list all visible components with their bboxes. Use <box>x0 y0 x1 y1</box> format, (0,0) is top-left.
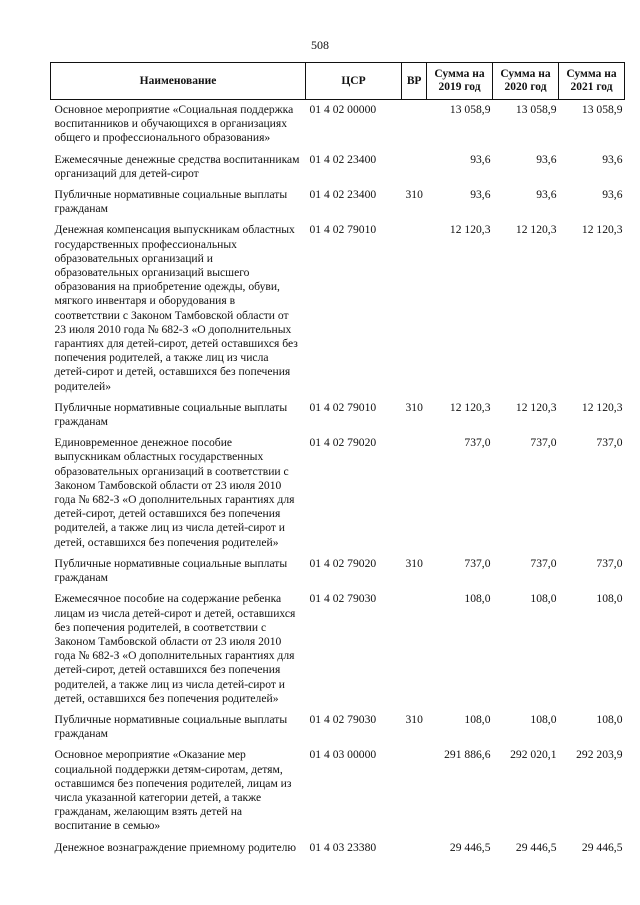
header-csr: ЦСР <box>306 63 402 100</box>
table-row <box>51 433 625 554</box>
row-sum-2021: 13 058,9 <box>581 103 623 116</box>
row-sum-2020: 108,0 <box>530 592 557 606</box>
row-sum-2021: 12 120,3 <box>581 223 623 237</box>
table-row <box>51 185 625 220</box>
table-row <box>51 589 625 710</box>
row-name: Ежемесячные денежные средства воспитанникам организаций для детей-сирот <box>54 152 300 180</box>
row-csr-code: 01 4 02 79020 <box>309 436 377 450</box>
row-name: Денежное вознаграждение приемному родителю <box>54 840 297 854</box>
row-name: Публичные нормативные социальные выплаты гражданам <box>54 712 288 741</box>
row-name: Единовременное денежное пособие выпускникам областных государственных образовательных организаций в соответствии с Законом Тамбовской области от 23 июля 2010 года № 682-З «О дополнительных гарантиях для детей-сирот, детей оставшихся без попечения родителей, а также лиц из числа детей-сирот и детей, оставшихся без попечения родителей» <box>54 436 295 549</box>
row-sum-2020: 292 020,1 <box>510 748 557 762</box>
row-csr-code: 01 4 03 00000 <box>309 748 377 762</box>
row-vr-code <box>402 589 427 710</box>
row-csr-code: 01 4 02 23400 <box>309 152 377 166</box>
header-2020: Сумма на 2020 год <box>493 63 559 100</box>
table-row <box>51 220 625 397</box>
row-csr-code: 01 4 03 23380 <box>309 840 377 854</box>
row-csr-code: 01 4 02 79010 <box>309 223 377 237</box>
row-sum-2020: 737,0 <box>530 556 557 570</box>
row-sum-2021: 12 120,3 <box>581 400 623 414</box>
row-name: Публичные нормативные социальные выплаты гражданам <box>54 556 288 585</box>
row-sum-2019: 12 120,3 <box>449 223 491 237</box>
row-vr-code: 310 <box>405 400 423 414</box>
header-2021: Сумма на 2021 год <box>559 63 625 100</box>
header-name: Наименование <box>51 63 306 100</box>
row-name: Ежемесячное пособие на содержание ребенка лицам из числа детей-сирот и детей, оставшихся без попечения родителей, в соответствии с Законом Тамбовской области от 23 июля 2010 года № 682-З «О дополнительных гарантиях для детей-сирот, детей оставшихся без попечения родителей, а также лиц из числа детей-сирот и детей, оставшихся без попечения родителей» <box>54 592 296 705</box>
row-sum-2019: 13 058,9 <box>449 103 491 116</box>
table-row <box>51 838 625 859</box>
row-name: Публичные нормативные социальные выплаты гражданам <box>54 188 288 216</box>
row-sum-2019: 291 886,6 <box>444 748 491 762</box>
table-row <box>51 150 625 185</box>
row-sum-2020: 12 120,3 <box>515 223 557 237</box>
row-sum-2019: 737,0 <box>464 436 491 450</box>
row-csr-code: 01 4 02 79010 <box>309 400 377 414</box>
row-vr-code: 310 <box>405 556 423 570</box>
row-sum-2021: 737,0 <box>596 436 623 450</box>
row-sum-2021: 29 446,5 <box>581 840 623 854</box>
row-csr-code: 01 4 02 79020 <box>309 556 377 570</box>
row-name: Публичные нормативные социальные выплаты гражданам <box>54 400 288 429</box>
row-sum-2019: 12 120,3 <box>449 400 491 414</box>
table-row <box>51 554 625 589</box>
header-2019: Сумма на 2019 год <box>427 63 493 100</box>
row-vr-code <box>402 433 427 554</box>
row-sum-2021: 737,0 <box>596 556 623 570</box>
row-sum-2020: 29 446,5 <box>515 840 557 854</box>
budget-table <box>50 62 625 859</box>
page-number: 508 <box>311 38 329 52</box>
row-sum-2020: 108,0 <box>530 712 557 726</box>
row-csr-code: 01 4 02 79030 <box>309 592 377 606</box>
row-vr-code <box>402 745 427 837</box>
table-row <box>51 710 625 745</box>
row-sum-2021: 93,6 <box>602 188 623 202</box>
row-sum-2020: 12 120,3 <box>515 400 557 414</box>
row-sum-2019: 93,6 <box>470 188 491 202</box>
row-sum-2019: 108,0 <box>464 712 491 726</box>
row-sum-2020: 93,6 <box>536 188 557 202</box>
row-vr-code <box>402 100 427 150</box>
row-sum-2021: 108,0 <box>596 592 623 606</box>
row-sum-2020: 13 058,9 <box>515 103 557 116</box>
row-sum-2020: 93,6 <box>536 152 557 166</box>
row-name: Основное мероприятие «Социальная поддержка воспитанников и обучающихся в организациях общего и профессионального образования» <box>54 103 294 145</box>
table-header <box>51 63 625 100</box>
row-name: Основное мероприятие «Оказание мер социальной поддержки детям-сиротам, детям, оставшимся без попечения родителей, лицам из числа указанной категории детей, а также гражданам, желающим взять детей на воспитание в семью» <box>54 748 292 833</box>
row-sum-2021: 108,0 <box>596 712 623 726</box>
table-body <box>51 100 625 859</box>
row-sum-2019: 93,6 <box>470 152 491 166</box>
row-sum-2021: 93,6 <box>602 152 623 166</box>
row-sum-2020: 737,0 <box>530 436 557 450</box>
row-vr-code <box>402 150 427 185</box>
table-row <box>51 745 625 837</box>
row-csr-code: 01 4 02 79030 <box>309 712 377 726</box>
row-csr-code: 01 4 02 00000 <box>309 103 377 116</box>
row-vr-code <box>402 220 427 397</box>
row-vr-code <box>402 838 427 859</box>
row-vr-code: 310 <box>405 712 423 726</box>
row-sum-2019: 108,0 <box>464 592 491 606</box>
header-vr: ВР <box>402 63 427 100</box>
row-sum-2021: 292 203,9 <box>576 748 623 762</box>
row-sum-2019: 737,0 <box>464 556 491 570</box>
table-row <box>51 100 625 150</box>
row-name: Денежная компенсация выпускникам областных государственных профессиональных образовательных организаций и образовательных организаций высшего образования на приобретение одежды, обуви, мягкого инвентаря и оборудования в соответствии с Законом Тамбовской области от 23 июля 2010 года № 682-З «О дополнительных гарантиях для детей-сирот, детей оставшихся без попечения родителей, а также лиц из числа детей-сирот и детей, оставшихся без попечения родителей» <box>54 223 298 393</box>
row-sum-2019: 29 446,5 <box>449 840 491 854</box>
table-row <box>51 398 625 433</box>
row-vr-code: 310 <box>405 188 423 202</box>
row-csr-code: 01 4 02 23400 <box>309 188 377 202</box>
